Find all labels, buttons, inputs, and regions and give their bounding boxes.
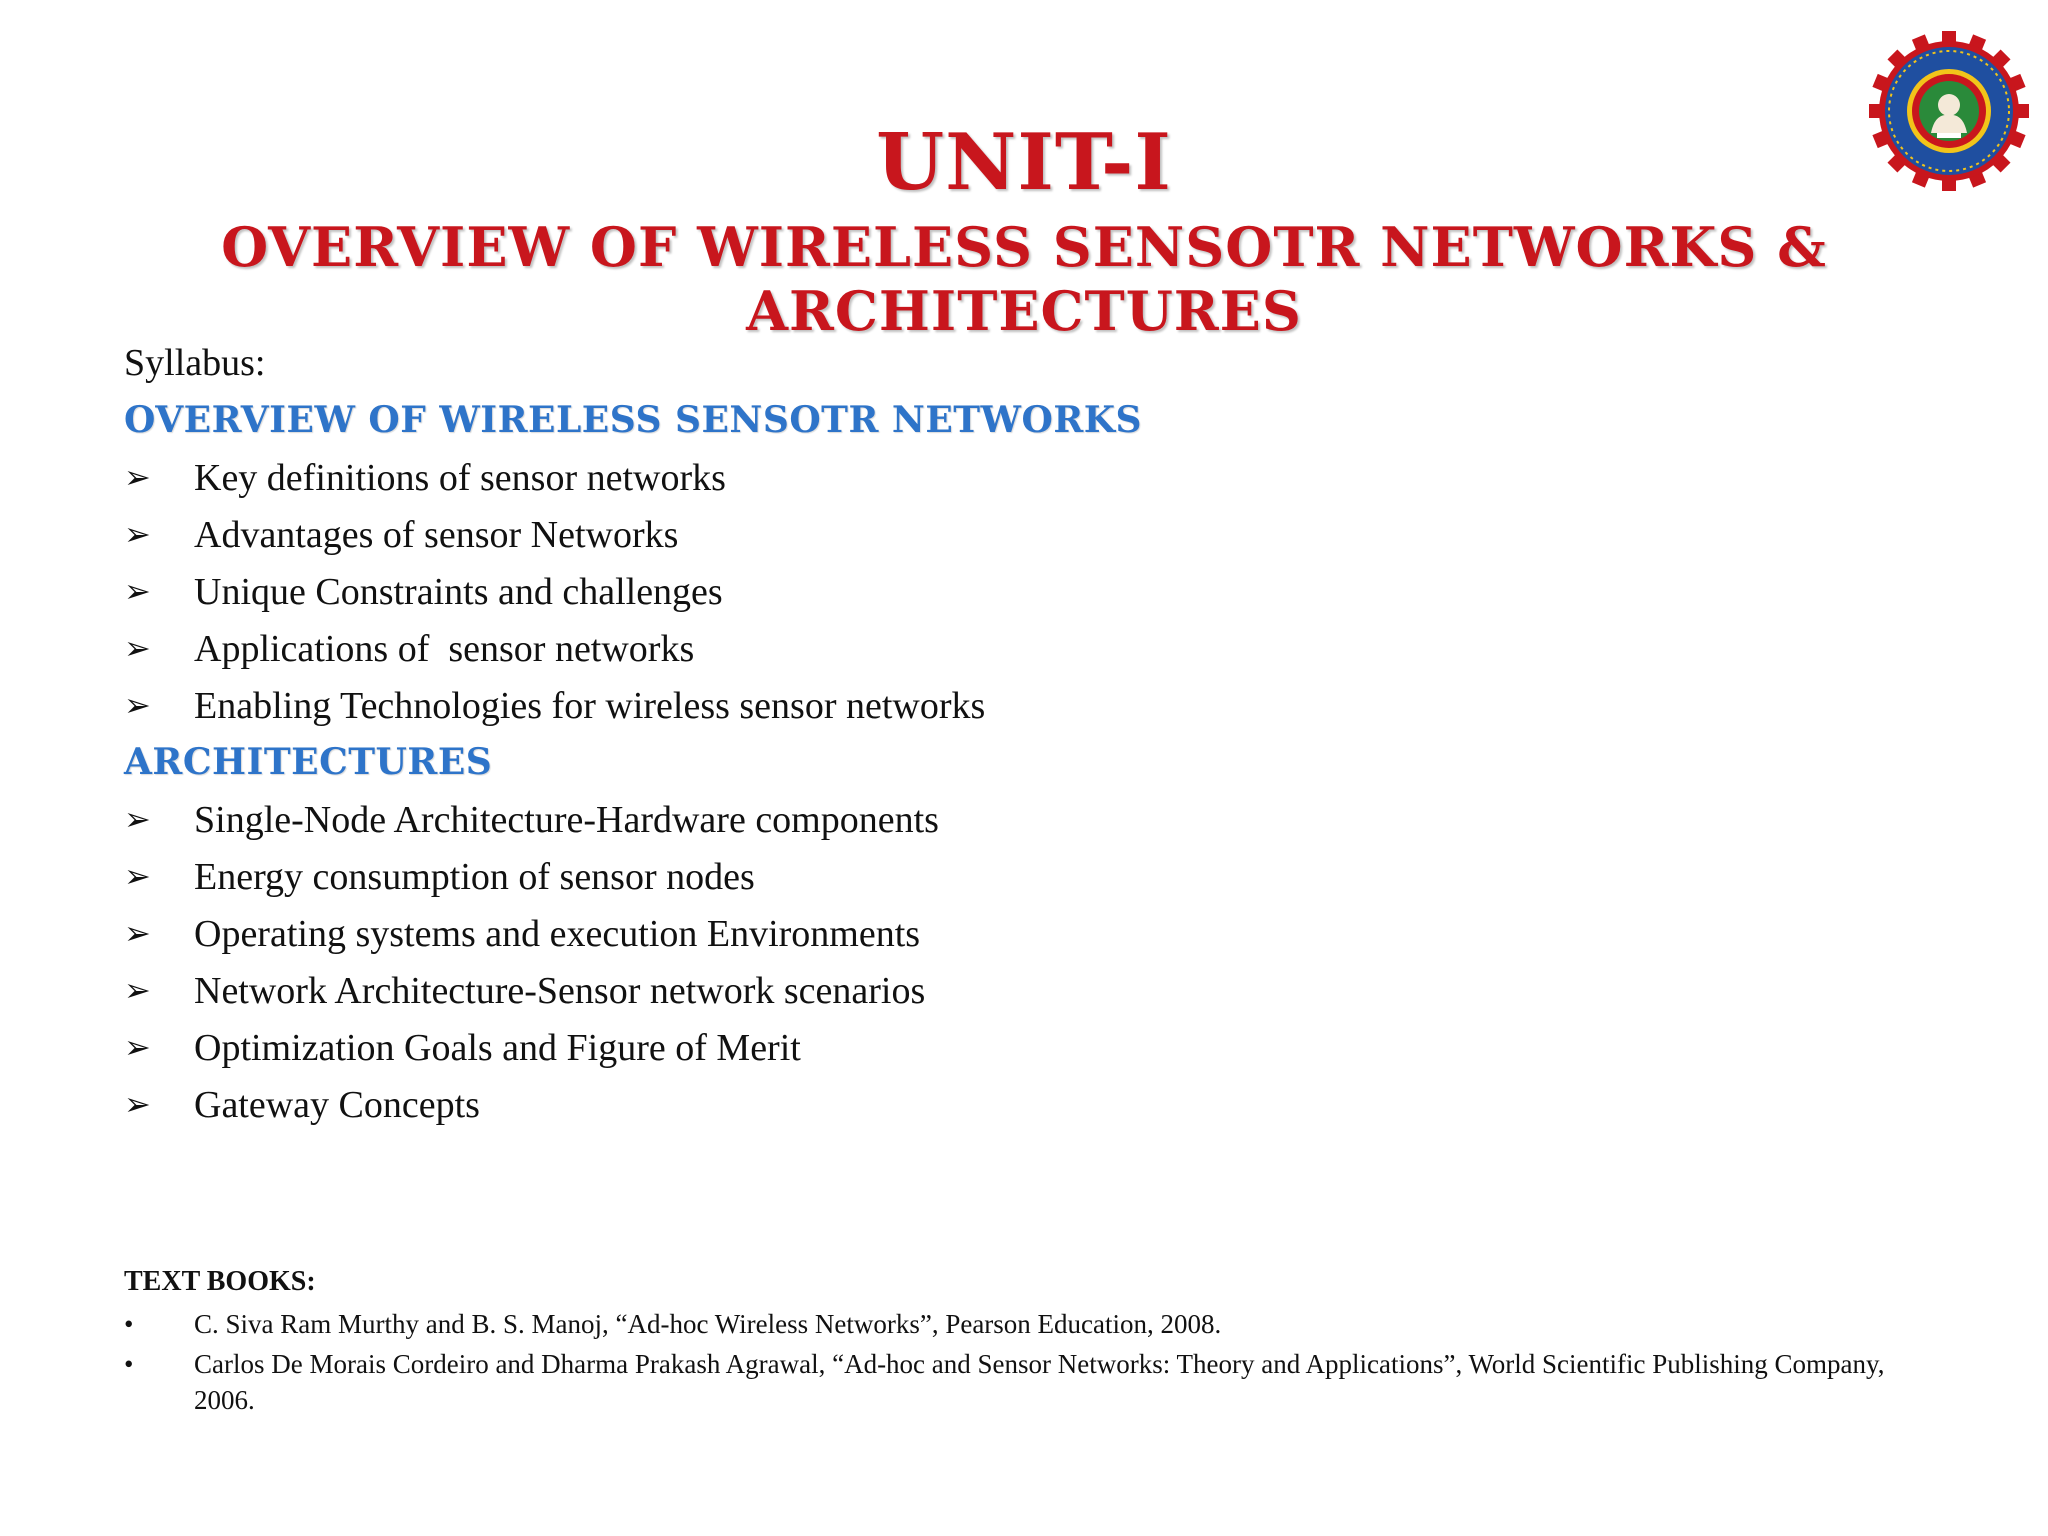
topic-label: Key definitions of sensor networks (194, 456, 726, 499)
book-citation: Carlos De Morais Cordeiro and Dharma Prakash Agrawal, “Ad-hoc and Sensor Networks: Theory and Applications”, World Scientific Publishing Company, 2006. (194, 1349, 1885, 1415)
dot-bullet-icon: • (124, 1309, 134, 1339)
unit-title: UNIT-I (876, 117, 1172, 208)
text-books-heading: TEXT BOOKS: (124, 1266, 316, 1297)
topic-label: Operating systems and execution Environments (194, 912, 921, 955)
topic-item (124, 563, 1924, 620)
syllabus-label: Syllabus: (124, 342, 266, 384)
topic-item (124, 620, 1924, 677)
topic-label: Enabling Technologies for wireless sensor networks (194, 684, 986, 727)
text-books-section (124, 1262, 1944, 1418)
topic-item (124, 449, 1924, 506)
arrow-bullet-icon: ➢ (124, 1086, 151, 1122)
topic-item (124, 1076, 1924, 1133)
section-heading-architectures: ARCHITECTURES (124, 741, 493, 783)
book-citation: C. Siva Ram Murthy and B. S. Manoj, “Ad-hoc Wireless Networks”, Pearson Education, 2008. (194, 1309, 1222, 1339)
arrow-bullet-icon: ➢ (124, 573, 151, 609)
arrow-bullet-icon: ➢ (124, 801, 151, 837)
topic-item (124, 848, 1924, 905)
topic-item (124, 677, 1924, 734)
topic-label: Applications of sensor networks (194, 627, 695, 670)
arrow-bullet-icon: ➢ (124, 972, 151, 1008)
topic-item (124, 1019, 1924, 1076)
book-item (124, 1306, 1944, 1342)
syllabus-section (124, 335, 1924, 1133)
arrow-bullet-icon: ➢ (124, 858, 151, 894)
dot-bullet-icon: • (124, 1349, 134, 1379)
arrow-bullet-icon: ➢ (124, 915, 151, 951)
topic-label: Optimization Goals and Figure of Merit (194, 1026, 801, 1069)
topic-item (124, 791, 1924, 848)
topic-label: Single-Node Architecture-Hardware components (194, 798, 939, 841)
topic-label: Gateway Concepts (194, 1083, 480, 1126)
arrow-bullet-icon: ➢ (124, 687, 151, 723)
main-title: OVERVIEW OF WIRELESS SENSOTR NETWORKS & ARCHITECTURES (221, 215, 1827, 343)
topic-item (124, 506, 1924, 563)
book-item (124, 1346, 1944, 1418)
arrow-bullet-icon: ➢ (124, 459, 151, 495)
topic-label: Advantages of sensor Networks (194, 513, 679, 556)
topic-label: Unique Constraints and challenges (194, 570, 723, 613)
arrow-bullet-icon: ➢ (124, 516, 151, 552)
topic-item (124, 962, 1924, 1019)
topic-label: Network Architecture-Sensor network scenarios (194, 969, 926, 1012)
topic-label: Energy consumption of sensor nodes (194, 855, 755, 898)
arrow-bullet-icon: ➢ (124, 630, 151, 666)
arrow-bullet-icon: ➢ (124, 1029, 151, 1065)
section-heading-overview: OVERVIEW OF WIRELESS SENSOTR NETWORKS (124, 399, 1143, 441)
topic-item (124, 905, 1924, 962)
